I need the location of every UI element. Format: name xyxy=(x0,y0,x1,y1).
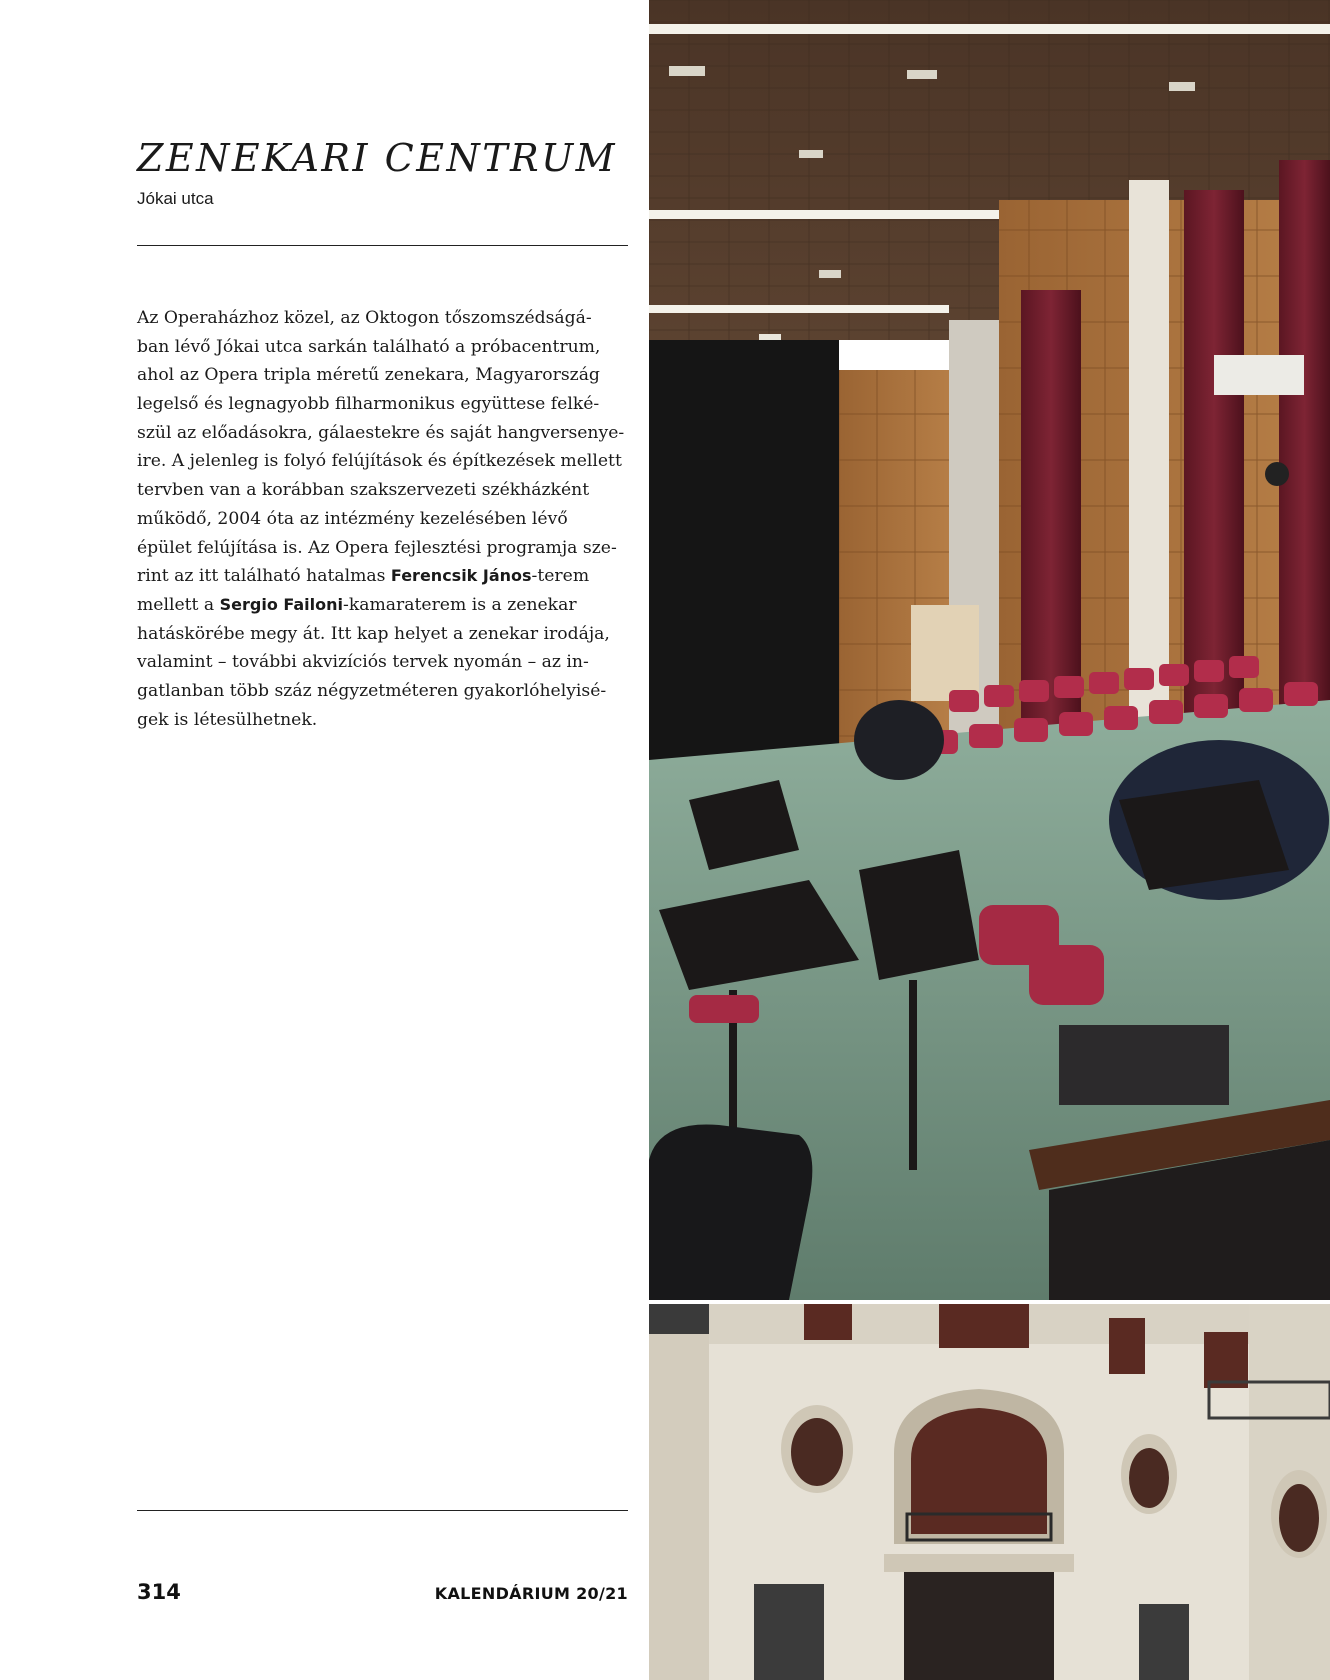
body-line: ire. A jelenleg is folyó felújítások és építkezések mellett xyxy=(137,451,622,472)
body-line: gek is létesülhetnek. xyxy=(137,709,318,730)
body-line: szül az előadásokra, gálaestekre és saját hangversenye- xyxy=(137,422,625,443)
body-line: Az Operaházhoz közel, az Oktogon tőszomszédságá- xyxy=(137,308,592,328)
instrument-case xyxy=(1059,1025,1229,1105)
body-text-fragment: -terem xyxy=(531,566,590,587)
body-line: működő, 2004 óta az intézmény kezelésében lévő xyxy=(137,508,568,529)
air-conditioner xyxy=(1214,355,1304,395)
body-line: tervben van a korábban szakszervezeti székházként xyxy=(137,480,590,501)
entrance-door xyxy=(904,1569,1054,1680)
ceiling-light xyxy=(649,24,1330,34)
body-line: legelső és legnagyobb filharmonikus együttese felké- xyxy=(137,394,600,415)
body-line: épület felújítása is. Az Opera fejlesztési programja sze- xyxy=(137,537,617,558)
text-column xyxy=(137,0,628,1680)
article-body xyxy=(137,304,628,734)
body-line xyxy=(137,562,628,591)
building-facade-photo xyxy=(649,1304,1330,1680)
page-number: 314 xyxy=(137,1580,181,1604)
bottom-divider xyxy=(137,1510,628,1511)
curtain xyxy=(1279,160,1330,720)
top-divider xyxy=(137,245,628,246)
body-line: valamint – további akvizíciós tervek nyomán – az in- xyxy=(137,652,589,673)
body-line xyxy=(137,591,628,620)
failoni-name: Sergio Failoni xyxy=(219,594,344,614)
wall-clock xyxy=(1265,462,1289,486)
article-subtitle: Jókai utca xyxy=(137,189,214,208)
publication-name: KALENDÁRIUM 20/21 xyxy=(434,1584,628,1603)
body-line: hatáskörébe megy át. Itt kap helyet a zenekar irodája, xyxy=(137,623,610,644)
body-line: ban lévő Jókai utca sarkán található a próbacentrum, xyxy=(137,336,601,357)
curtain xyxy=(1184,190,1244,730)
body-text-fragment: rint az itt található hatalmas xyxy=(137,566,391,587)
body-text-fragment: -kamaraterem is a zenekar xyxy=(343,594,577,615)
ferencsik-name: Ferencsik János xyxy=(390,566,532,586)
body-line: gatlanban több száz négyzetméteren gyakorlóhelyisé- xyxy=(137,680,607,701)
article-title: ZENEKARI CENTRUM xyxy=(137,136,618,180)
ceiling-light xyxy=(649,305,949,313)
body-text-fragment: mellett a xyxy=(137,594,220,615)
body-line: ahol az Opera tripla méretű zenekara, Magyarország xyxy=(137,365,600,386)
rehearsal-hall-photo xyxy=(649,0,1330,1300)
